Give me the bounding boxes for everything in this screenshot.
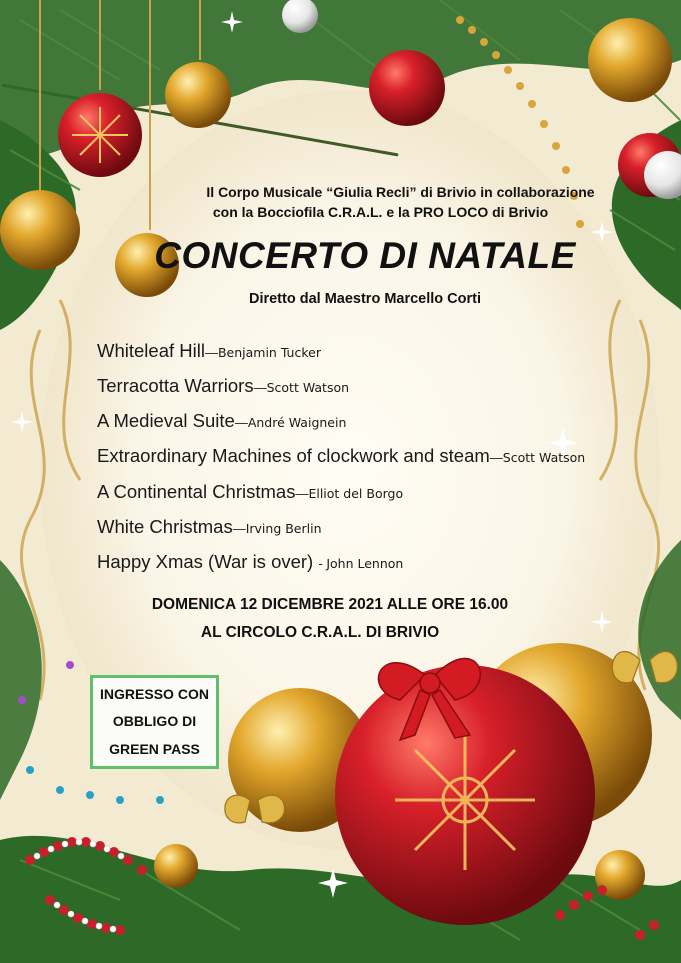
green-pass-line-2: OBBLIGO DI [112, 713, 197, 729]
composer: André Waignein [247, 415, 347, 430]
composer: Elliot del Borgo [308, 486, 404, 501]
green-pass-line-1: INGRESSO CON [100, 686, 209, 702]
director-credit: Diretto dal Maestro Marcello Corti [248, 291, 482, 307]
concert-title: CONCERTO DI NATALE [154, 235, 576, 276]
separator: — [253, 380, 267, 395]
program-item [97, 516, 322, 538]
separator: - [318, 556, 327, 571]
piece-title: White Christmas [97, 516, 233, 537]
composer: Scott Watson [266, 380, 350, 395]
composer: Benjamin Tucker [217, 345, 321, 360]
program-item [97, 340, 321, 362]
separator: — [204, 345, 218, 360]
piece-title: Whiteleaf Hill [97, 340, 205, 361]
green-pass-notice [90, 675, 219, 769]
piece-title: Happy Xmas (War is over) [97, 551, 319, 572]
event-date-time: DOMENICA 12 DICEMBRE 2021 ALLE ORE 16.00 [151, 596, 509, 613]
piece-title: A Medieval Suite [97, 410, 235, 431]
separator: — [489, 450, 503, 465]
separator: — [295, 486, 309, 501]
program-item [97, 375, 349, 397]
intro-line-2: con la Bocciofila C.R.A.L. e la PRO LOCO di Brivio [212, 204, 549, 220]
program-item [97, 410, 346, 432]
intro-line-1: Il Corpo Musicale “Giulia Recli” di Brivio in collaborazione [206, 184, 595, 200]
composer: Irving Berlin [245, 521, 322, 536]
event-venue: AL CIRCOLO C.R.A.L. DI BRIVIO [200, 624, 440, 641]
program-item [97, 481, 403, 503]
separator: — [234, 415, 248, 430]
composer: John Lennon [326, 556, 404, 571]
program-item [97, 551, 403, 573]
separator: — [232, 521, 246, 536]
composer: Scott Watson [502, 450, 586, 465]
piece-title: A Continental Christmas [97, 481, 296, 502]
program-item [97, 445, 585, 467]
piece-title: Extraordinary Machines of clockwork and steam [97, 445, 490, 466]
piece-title: Terracotta Warriors [97, 375, 254, 396]
green-pass-line-3: GREEN PASS [109, 741, 200, 757]
